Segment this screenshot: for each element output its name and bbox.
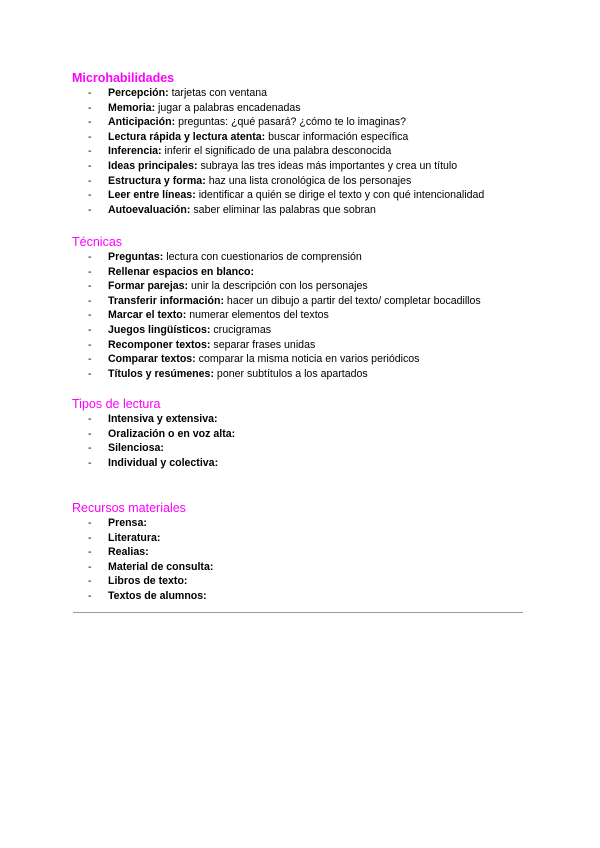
dash-bullet: -: [88, 353, 92, 366]
dash-bullet: -: [88, 280, 92, 293]
bullet-list: [72, 516, 542, 604]
item-description: subraya las tres ideas más importantes y crea un título: [200, 159, 458, 172]
list-item: [72, 574, 542, 589]
dash-bullet: -: [88, 87, 92, 99]
list-item: [72, 352, 542, 367]
item-term: Juegos lingüísticos:: [108, 323, 211, 336]
dash-bullet: -: [88, 145, 92, 158]
item-description: unir la descripción con los personajes: [191, 280, 368, 293]
dash-bullet: -: [88, 130, 92, 143]
item-term: Formar parejas:: [108, 280, 189, 293]
item-term: Títulos y resúmenes:: [108, 367, 214, 380]
item-term: Realias:: [108, 546, 149, 559]
dash-bullet: -: [88, 575, 92, 588]
list-item: [72, 250, 542, 265]
dash-bullet: -: [88, 116, 92, 129]
section-heading: Microhabilidades: [72, 71, 175, 85]
list-item: [72, 130, 542, 145]
item-description: hacer un dibujo a partir del texto/ completar bocadillos: [226, 294, 481, 307]
list-item: [72, 560, 542, 575]
list-item: [72, 265, 542, 280]
item-description: separar frases unidas: [213, 338, 316, 351]
list-item: [72, 589, 542, 604]
item-term: Percepción:: [108, 87, 169, 99]
dash-bullet: -: [88, 189, 92, 202]
item-description: lectura con cuestionarios de comprensión: [166, 251, 362, 263]
list-item: [72, 516, 542, 531]
bullet-list: [72, 86, 542, 217]
item-term: Comparar textos:: [108, 353, 196, 366]
item-term: Marcar el texto:: [108, 309, 187, 322]
item-term: Inferencia:: [108, 145, 162, 158]
item-description: inferir el significado de una palabra desconocida: [164, 145, 392, 158]
dash-bullet: -: [88, 251, 92, 263]
item-term: Leer entre líneas:: [108, 189, 196, 202]
list-item: [72, 188, 542, 203]
dash-bullet: -: [88, 589, 92, 602]
dash-bullet: -: [88, 531, 92, 544]
list-item: [72, 203, 542, 218]
item-term: Libros de texto:: [108, 575, 188, 588]
dash-bullet: -: [88, 203, 92, 216]
bullet-list: [72, 412, 542, 470]
item-term: Preguntas:: [108, 251, 164, 263]
bullet-list: [72, 250, 542, 381]
item-term: Memoria:: [108, 101, 156, 114]
item-term: Lectura rápida y lectura atenta:: [108, 130, 266, 143]
list-item: [72, 441, 542, 456]
dash-bullet: -: [88, 265, 92, 278]
dash-bullet: -: [88, 517, 92, 529]
section-heading: Recursos materiales: [72, 501, 186, 515]
dash-bullet: -: [88, 338, 92, 351]
dash-bullet: -: [88, 101, 92, 114]
item-description: saber eliminar las palabras que sobran: [193, 203, 376, 216]
list-item: [72, 115, 542, 130]
section-recursos-materiales: [72, 501, 542, 604]
item-term: Ideas principales:: [108, 159, 198, 172]
dash-bullet: -: [88, 309, 92, 322]
list-item: [72, 101, 542, 116]
item-description: poner subtítulos a los apartados: [216, 367, 368, 380]
list-item: [72, 531, 542, 546]
section-heading: Técnicas: [72, 235, 123, 249]
list-item: [72, 144, 542, 159]
dash-bullet: -: [88, 427, 92, 440]
dash-bullet: -: [88, 323, 92, 336]
item-term: Transferir información:: [108, 294, 224, 307]
dash-bullet: -: [88, 159, 92, 172]
item-term: Autoevaluación:: [108, 203, 191, 216]
dash-bullet: -: [88, 442, 92, 455]
horizontal-rule: [73, 612, 523, 613]
list-item: [72, 545, 542, 560]
item-term: Silenciosa:: [108, 442, 164, 455]
item-description: comparar la misma noticia en varios periódicos: [198, 353, 420, 366]
section-tipos-de-lectura: [72, 397, 542, 470]
item-term: Estructura y forma:: [108, 174, 206, 187]
section-microhabilidades: [72, 71, 542, 217]
list-item: [72, 427, 542, 442]
list-item: [72, 308, 542, 323]
item-description: identificar a quién se dirige el texto y con qué intencionalidad: [198, 189, 485, 202]
dash-bullet: -: [88, 560, 92, 573]
item-term: Textos de alumnos:: [108, 589, 207, 602]
list-item: [72, 338, 542, 353]
item-term: Recomponer textos:: [108, 338, 211, 351]
item-description: haz una lista cronológica de los personajes: [208, 174, 412, 187]
item-description: preguntas: ¿qué pasará? ¿cómo te lo imaginas?: [178, 116, 406, 129]
list-item: [72, 159, 542, 174]
dash-bullet: -: [88, 456, 92, 469]
item-description: crucigramas: [213, 323, 272, 336]
list-item: [72, 323, 542, 338]
dash-bullet: -: [88, 294, 92, 307]
dash-bullet: -: [88, 174, 92, 187]
item-term: Intensiva y extensiva:: [108, 413, 218, 425]
item-term: Prensa:: [108, 517, 147, 529]
section-tecnicas: [72, 235, 542, 381]
item-description: tarjetas con ventana: [171, 87, 267, 99]
list-item: [72, 86, 542, 101]
item-term: Individual y colectiva:: [108, 456, 219, 469]
list-item: [72, 294, 542, 309]
list-item: [72, 367, 542, 382]
list-item: [72, 412, 542, 427]
item-term: Material de consulta:: [108, 560, 214, 573]
item-term: Rellenar espacios en blanco:: [108, 265, 255, 278]
list-item: [72, 174, 542, 189]
item-description: buscar información específica: [268, 130, 409, 143]
item-term: Literatura:: [108, 531, 161, 544]
item-description: numerar elementos del textos: [189, 309, 329, 322]
dash-bullet: -: [88, 367, 92, 380]
dash-bullet: -: [88, 546, 92, 559]
item-term: Anticipación:: [108, 116, 176, 129]
list-item: [72, 279, 542, 294]
item-description: jugar a palabras encadenadas: [158, 101, 301, 114]
dash-bullet: -: [88, 413, 92, 425]
item-term: Oralización o en voz alta:: [108, 427, 236, 440]
section-heading: Tipos de lectura: [72, 397, 161, 411]
list-item: [72, 456, 542, 471]
